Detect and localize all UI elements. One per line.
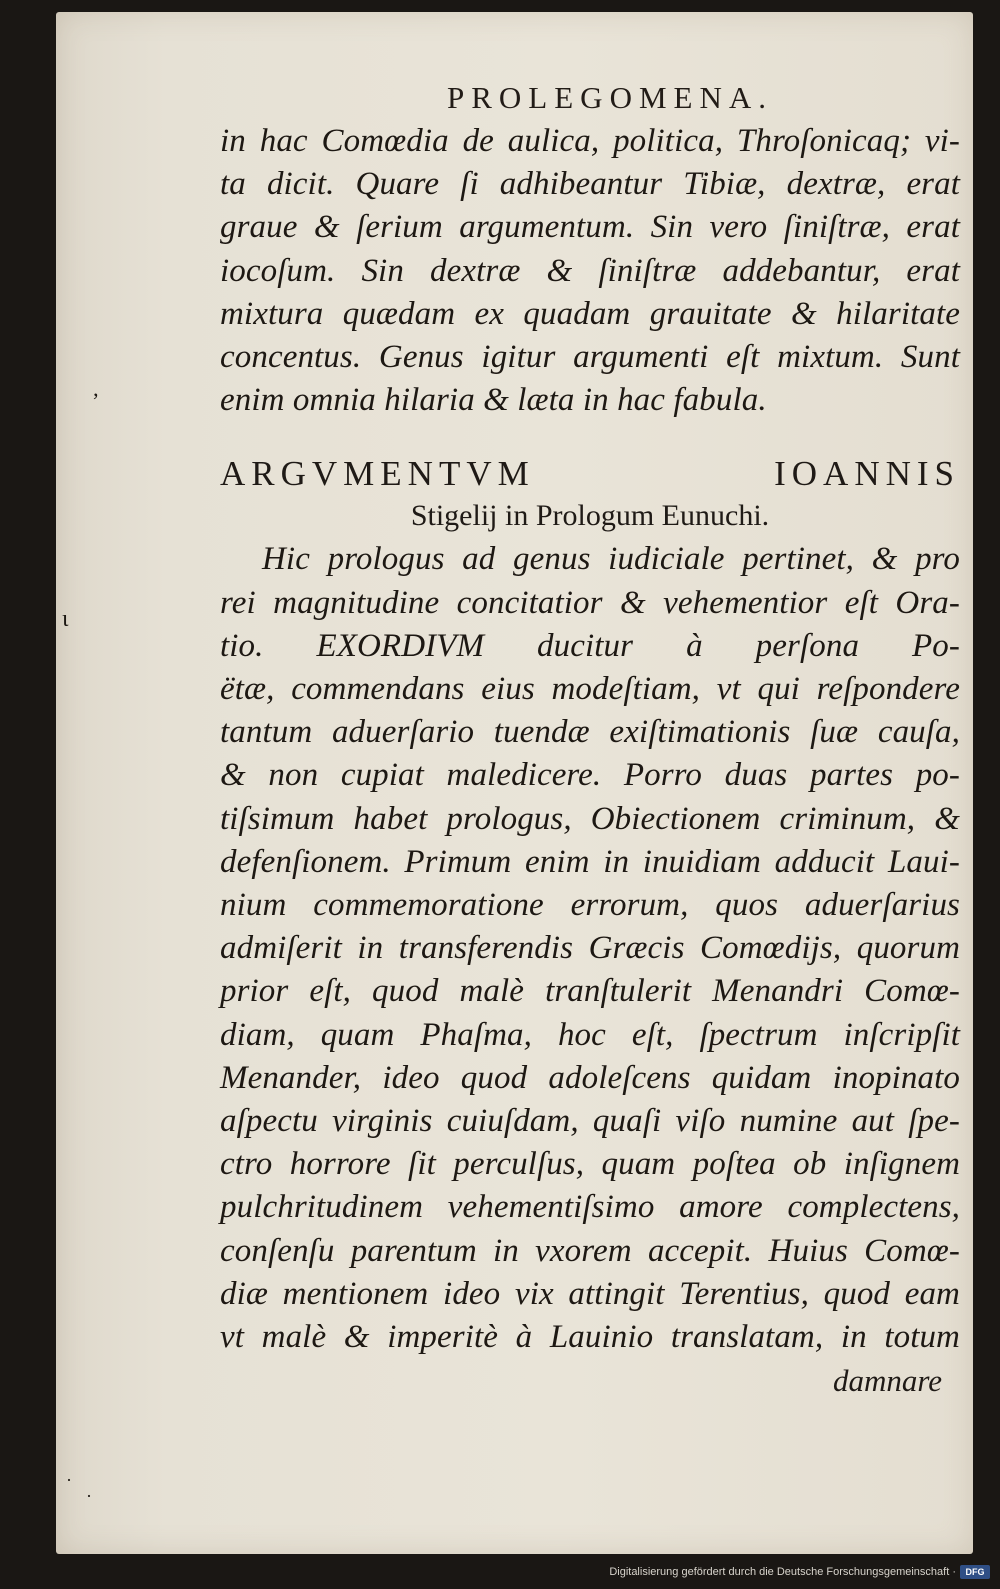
text-block <box>220 80 960 1402</box>
text-line: in hac Comœdia de aulica, politica, Throſonicaq; vi- <box>220 123 960 159</box>
dfg-logo-icon: DFG <box>960 1565 990 1579</box>
paragraph-1 <box>220 120 960 422</box>
margin-mark: ɩ <box>62 606 69 632</box>
text-line: tio. EXORDIVM ducitur à perſona Po- <box>220 627 960 664</box>
margin-mark: · <box>66 1470 72 1490</box>
footer-credit: Digitalisierung gefördert durch die Deutsche Forschungsgemeinschaft · <box>609 1566 956 1578</box>
text-line: diæ mentionem ideo vix attingit Terentius, quod eam <box>220 1275 960 1312</box>
text-line: defenſionem. Primum enim in inuidiam adducit Laui- <box>220 843 960 880</box>
running-head: PROLEGOMENA. <box>447 80 773 115</box>
text-line: mixtura quædam ex quadam grauitate & hilaritate <box>220 295 960 332</box>
text-line: Hic prologus ad genus iudiciale pertinet, & pro <box>262 541 960 578</box>
text-line: ëtæ, commendans eius modeſtiam, vt qui reſpondere <box>220 671 960 708</box>
text-line: admiſerit in transferendis Græcis Comœdijs, quorum <box>220 930 960 967</box>
text-line: nium commemoratione errorum, quos aduerſarius <box>220 887 960 924</box>
section-subtitle: Stigelij in Prologum Eunuchi. <box>410 499 770 533</box>
text-line: enim omnia hilaria & læta in hac fabula. <box>220 382 767 419</box>
text-line: pulchritudinem vehementiſsimo amore complectens, <box>220 1189 960 1226</box>
text-line: aſpectu virginis cuiuſdam, quaſi viſo numine aut ſpe- <box>220 1103 960 1140</box>
text-line: graue & ſerium argumentum. Sin vero ſiniſtræ, erat <box>220 209 960 246</box>
text-line: ta dicit. Quare ſi adhibeantur Tibiæ, dextræ, erat <box>220 166 960 203</box>
text-line: prior eſt, quod malè tranſtulerit Menandri Comœ- <box>220 973 960 1010</box>
text-line: ctro horrore ſit perculſus, quam poſtea ob inſignem <box>220 1146 960 1183</box>
digitization-footer <box>600 1562 990 1582</box>
catchword: damnare <box>832 1363 942 1399</box>
text-line: conſenſu parentum in vxorem accepit. Huius Comœ- <box>220 1232 960 1269</box>
text-line: concentus. Genus igitur argumenti eſt mixtum. Sunt <box>220 339 960 376</box>
text-line: vt malè & imperitè à Lauinio translatam, in totum <box>220 1319 960 1356</box>
paragraph-2 <box>220 538 960 1359</box>
text-line: rei magnitudine concitatior & vehementior eſt Ora- <box>220 584 960 621</box>
text-line: iocoſum. Sin dextræ & ſiniſtræ addebantur, erat <box>220 252 960 289</box>
text-line: tantum aduerſario tuendæ exiſtimationis ſuæ cauſa, <box>220 714 960 751</box>
text-line: tiſsimum habet prologus, Obiectionem criminum, & <box>220 800 960 837</box>
margin-mark: · <box>86 1486 92 1506</box>
section-title: ARGVMENTVM IOANNIS <box>220 454 960 494</box>
text-line: diam, quam Phaſma, hoc eſt, ſpectrum inſcripſit <box>220 1016 960 1053</box>
margin-mark: ‚ <box>92 376 100 401</box>
text-line: & non cupiat maledicere. Porro duas partes po- <box>220 757 960 794</box>
text-line: Menander, ideo quod adoleſcens quidam inopinato <box>220 1059 960 1096</box>
